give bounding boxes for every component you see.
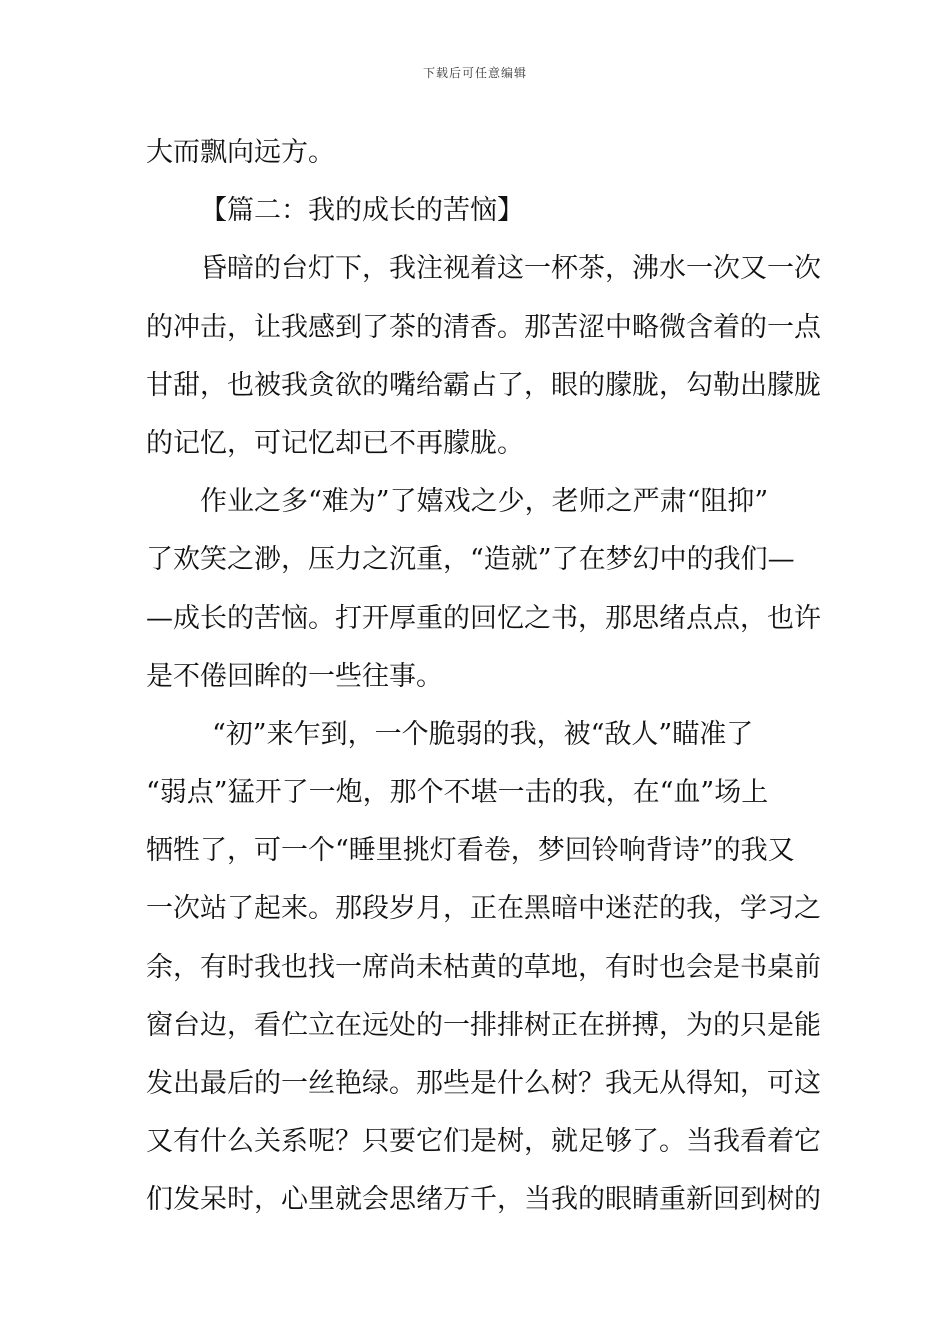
section-title: 【篇二：我的成长的苦恼】 xyxy=(200,195,524,227)
text-line: 一次站了起来。那段岁月，正在黑暗中迷茫的我，学习之 xyxy=(146,893,821,925)
text-line: 发出最后的一丝艳绿。那些是什么树？我无从得知，可这 xyxy=(146,1068,821,1099)
text-line: 窗台边，看伫立在远处的一排排树正在拼搏，为的只是能 xyxy=(146,1009,821,1041)
text-line: 余，有时我也找一席尚未枯黄的草地，有时也会是书桌前 xyxy=(146,951,821,983)
text-line: 牺牲了，可一个“睡里挑灯看卷，梦回铃响背诗”的我又 xyxy=(146,835,795,867)
text-line: 昏暗的台灯下，我注视着这一杯茶，沸水一次又一次 xyxy=(200,253,821,285)
text-line: 的冲击，让我感到了茶的清香。那苦涩中略微含着的一点 xyxy=(146,311,821,343)
text-line: 们发呆时，心里就会思绪万千，当我的眼睛重新回到树的 xyxy=(146,1184,821,1216)
text-line: 大而飘向远方。 xyxy=(146,137,335,168)
text-line: 又有什么关系呢？只要它们是树，就足够了。当我看着它 xyxy=(146,1126,821,1158)
text-line: 是不倦回眸的一些往事。 xyxy=(146,660,443,692)
text-line: —成长的苦恼。打开厚重的回忆之书，那思绪点点，也许 xyxy=(146,602,821,634)
document-body xyxy=(146,124,821,1230)
page-header: 下载后可任意编辑 xyxy=(422,66,527,80)
text-line: “弱点”猛开了一炮，那个不堪一击的我，在“血”场上 xyxy=(146,777,769,809)
text-line: 的记忆，可记忆却已不再朦胧。 xyxy=(146,427,524,459)
text-line: 作业之多“难为”了嬉戏之少，老师之严肃“阻抑” xyxy=(200,486,769,518)
text-line: 甘甜，也被我贪欲的嘴给霸占了，眼的朦胧，勾勒出朦胧 xyxy=(146,369,821,401)
text-line: “初”来乍到，一个脆弱的我，被“敌人”瞄准了 xyxy=(212,718,754,750)
text-line: 了欢笑之渺，压力之沉重，“造就”了在梦幻中的我们— xyxy=(146,544,795,576)
